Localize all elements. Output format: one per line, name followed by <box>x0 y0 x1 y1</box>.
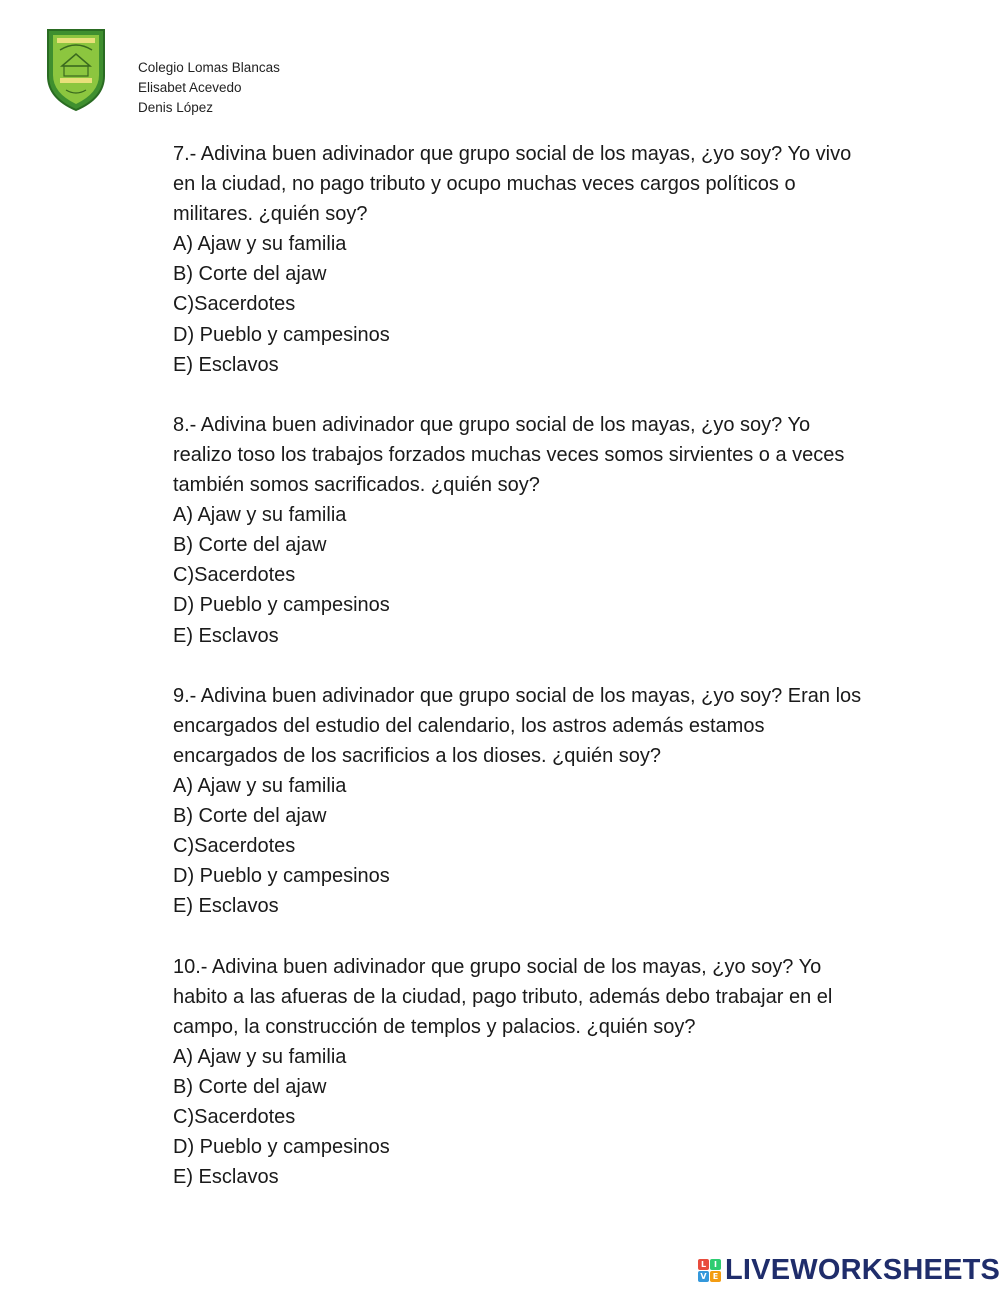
brand-icon-tile: V <box>698 1271 709 1282</box>
question-text: 8.- Adivina buen adivinador que grupo social de los mayas, ¿yo soy? Yo realizo toso los trabajos forzados muchas veces somos sirvientes o a veces también somos sacrificados. ¿quién soy? <box>173 413 845 497</box>
answer-option[interactable]: A) Ajaw y su familia <box>173 1045 347 1068</box>
answer-option[interactable]: E) Esclavos <box>173 624 279 647</box>
question-text: 7.- Adivina buen adivinador que grupo social de los mayas, ¿yo soy? Yo vivo en la ciudad, no pago tributo y ocupo muchas veces cargos políticos o militares. ¿quién soy? <box>173 143 852 226</box>
question-10 <box>173 952 873 1193</box>
document-header <box>138 58 280 118</box>
answer-option[interactable]: C)Sacerdotes <box>173 293 296 316</box>
brand-icon-tile: E <box>710 1271 721 1282</box>
author-name: Denis López <box>138 100 214 115</box>
brand-wordmark: LIVEWORKSHEETS <box>725 1253 1000 1286</box>
liveworksheets-icon <box>698 1259 721 1282</box>
answer-option[interactable]: C)Sacerdotes <box>173 835 296 858</box>
answer-option[interactable]: C)Sacerdotes <box>173 564 296 587</box>
answer-option[interactable]: D) Pueblo y campesinos <box>173 323 390 346</box>
answer-option[interactable]: B) Corte del ajaw <box>173 805 327 828</box>
author-name: Elisabet Acevedo <box>138 80 242 95</box>
brand-icon-tile: I <box>710 1259 721 1270</box>
question-8 <box>173 410 873 651</box>
school-crest-icon <box>44 26 108 112</box>
answer-option[interactable]: E) Esclavos <box>173 1166 279 1189</box>
answer-option[interactable]: C)Sacerdotes <box>173 1106 296 1128</box>
answer-option[interactable]: D) Pueblo y campesinos <box>173 1136 390 1159</box>
question-text: 10.- Adivina buen adivinador que grupo social de los mayas, ¿yo soy? Yo habito a las afueras de la ciudad, pago tributo, además debo trabajar en el campo, la construcción de templos y palacios. ¿quién soy? <box>173 955 833 1038</box>
answer-option[interactable]: E) Esclavos <box>173 353 279 376</box>
answer-option[interactable]: E) Esclavos <box>173 895 279 918</box>
answer-option[interactable]: D) Pueblo y campesinos <box>173 865 390 888</box>
school-name: Colegio Lomas Blancas <box>138 60 280 75</box>
answer-option[interactable]: D) Pueblo y campesinos <box>173 594 390 617</box>
answer-option[interactable]: B) Corte del ajaw <box>173 263 327 286</box>
answer-option[interactable]: B) Corte del ajaw <box>173 534 327 557</box>
answer-option[interactable]: A) Ajaw y su familia <box>173 504 347 527</box>
question-9 <box>173 681 873 922</box>
question-list <box>173 139 873 1222</box>
question-text: 9.- Adivina buen adivinador que grupo social de los mayas, ¿yo soy? Eran los encargados del estudio del calendario, los astros además estamos encargados de los sacrificios a los dioses. ¿quién soy? <box>173 684 862 767</box>
question-7 <box>173 139 873 380</box>
brand-icon-tile: L <box>698 1259 709 1270</box>
liveworksheets-logo[interactable] <box>698 1253 1000 1287</box>
answer-option[interactable]: B) Corte del ajaw <box>173 1075 327 1098</box>
answer-option[interactable]: A) Ajaw y su familia <box>173 774 347 797</box>
answer-option[interactable]: A) Ajaw y su familia <box>173 233 347 256</box>
